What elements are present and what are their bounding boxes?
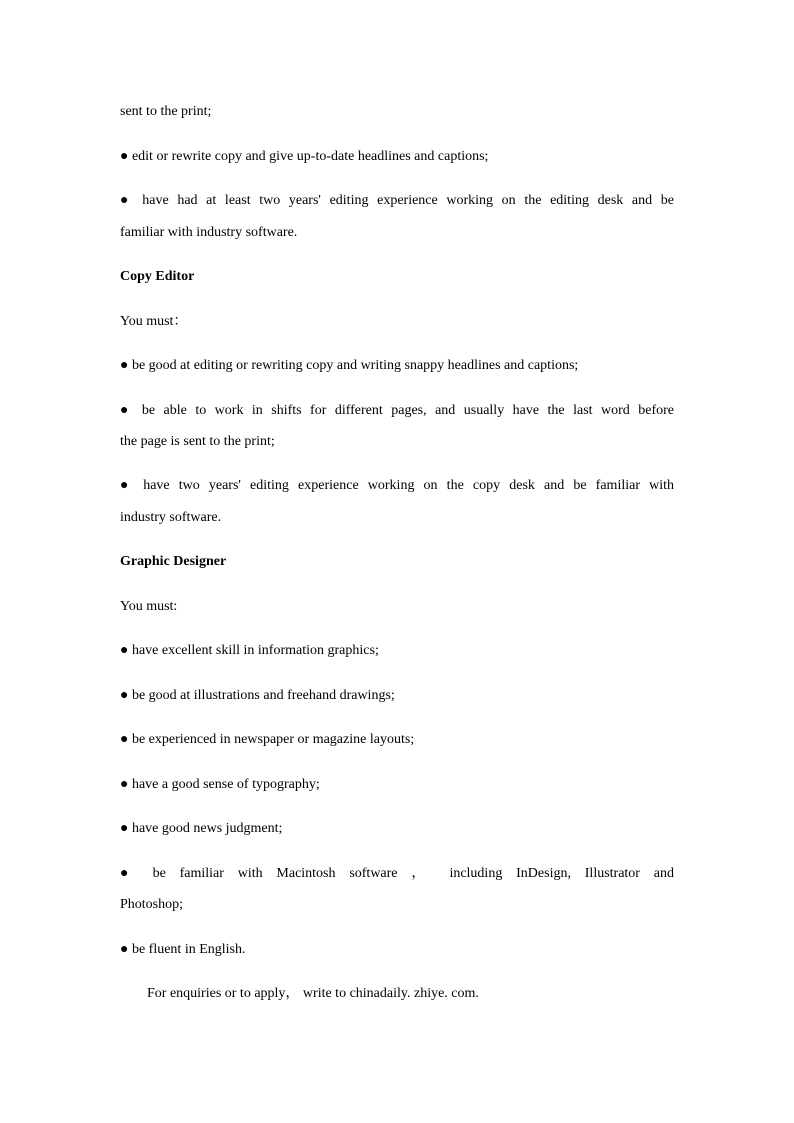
list-item: ● edit or rewrite copy and give up-to-date headlines and captions; — [120, 149, 489, 164]
list-item: ● have two years' editing experience working on the copy desk and be familiar with — [120, 478, 674, 493]
list-item: ● be fluent in English. — [120, 942, 246, 957]
list-item-continued: Photoshop; — [120, 897, 184, 912]
section-lead: You must: — [120, 599, 178, 614]
list-item-continued: the page is sent to the print; — [120, 434, 275, 449]
section-title-copy-editor: Copy Editor — [120, 269, 195, 284]
list-item-continued: familiar with industry software. — [120, 225, 298, 240]
list-item-continued: industry software. — [120, 510, 222, 525]
list-item: ● have good news judgment; — [120, 821, 283, 836]
list-item: ● have a good sense of typography; — [120, 777, 320, 792]
section-lead: You must： — [120, 314, 188, 329]
list-item: ● be familiar with Macintosh software ， including InDesign, Illustrator and — [120, 866, 674, 881]
list-item: ● be good at illustrations and freehand drawings; — [120, 688, 395, 703]
list-item: ● be experienced in newspaper or magazine layouts; — [120, 732, 415, 747]
list-item: ● have excellent skill in information graphics; — [120, 643, 379, 658]
list-item: ● be able to work in shifts for different pages, and usually have the last word before — [120, 403, 674, 418]
list-item: ● be good at editing or rewriting copy and writing snappy headlines and captions; — [120, 358, 579, 373]
closing-text: For enquiries or to apply， write to chinadaily. zhiye. com. — [147, 986, 479, 1001]
list-item: ● have had at least two years' editing experience working on the editing desk and be — [120, 193, 674, 208]
intro-tail: sent to the print; — [120, 104, 212, 119]
section-title-graphic-designer: Graphic Designer — [120, 554, 227, 569]
